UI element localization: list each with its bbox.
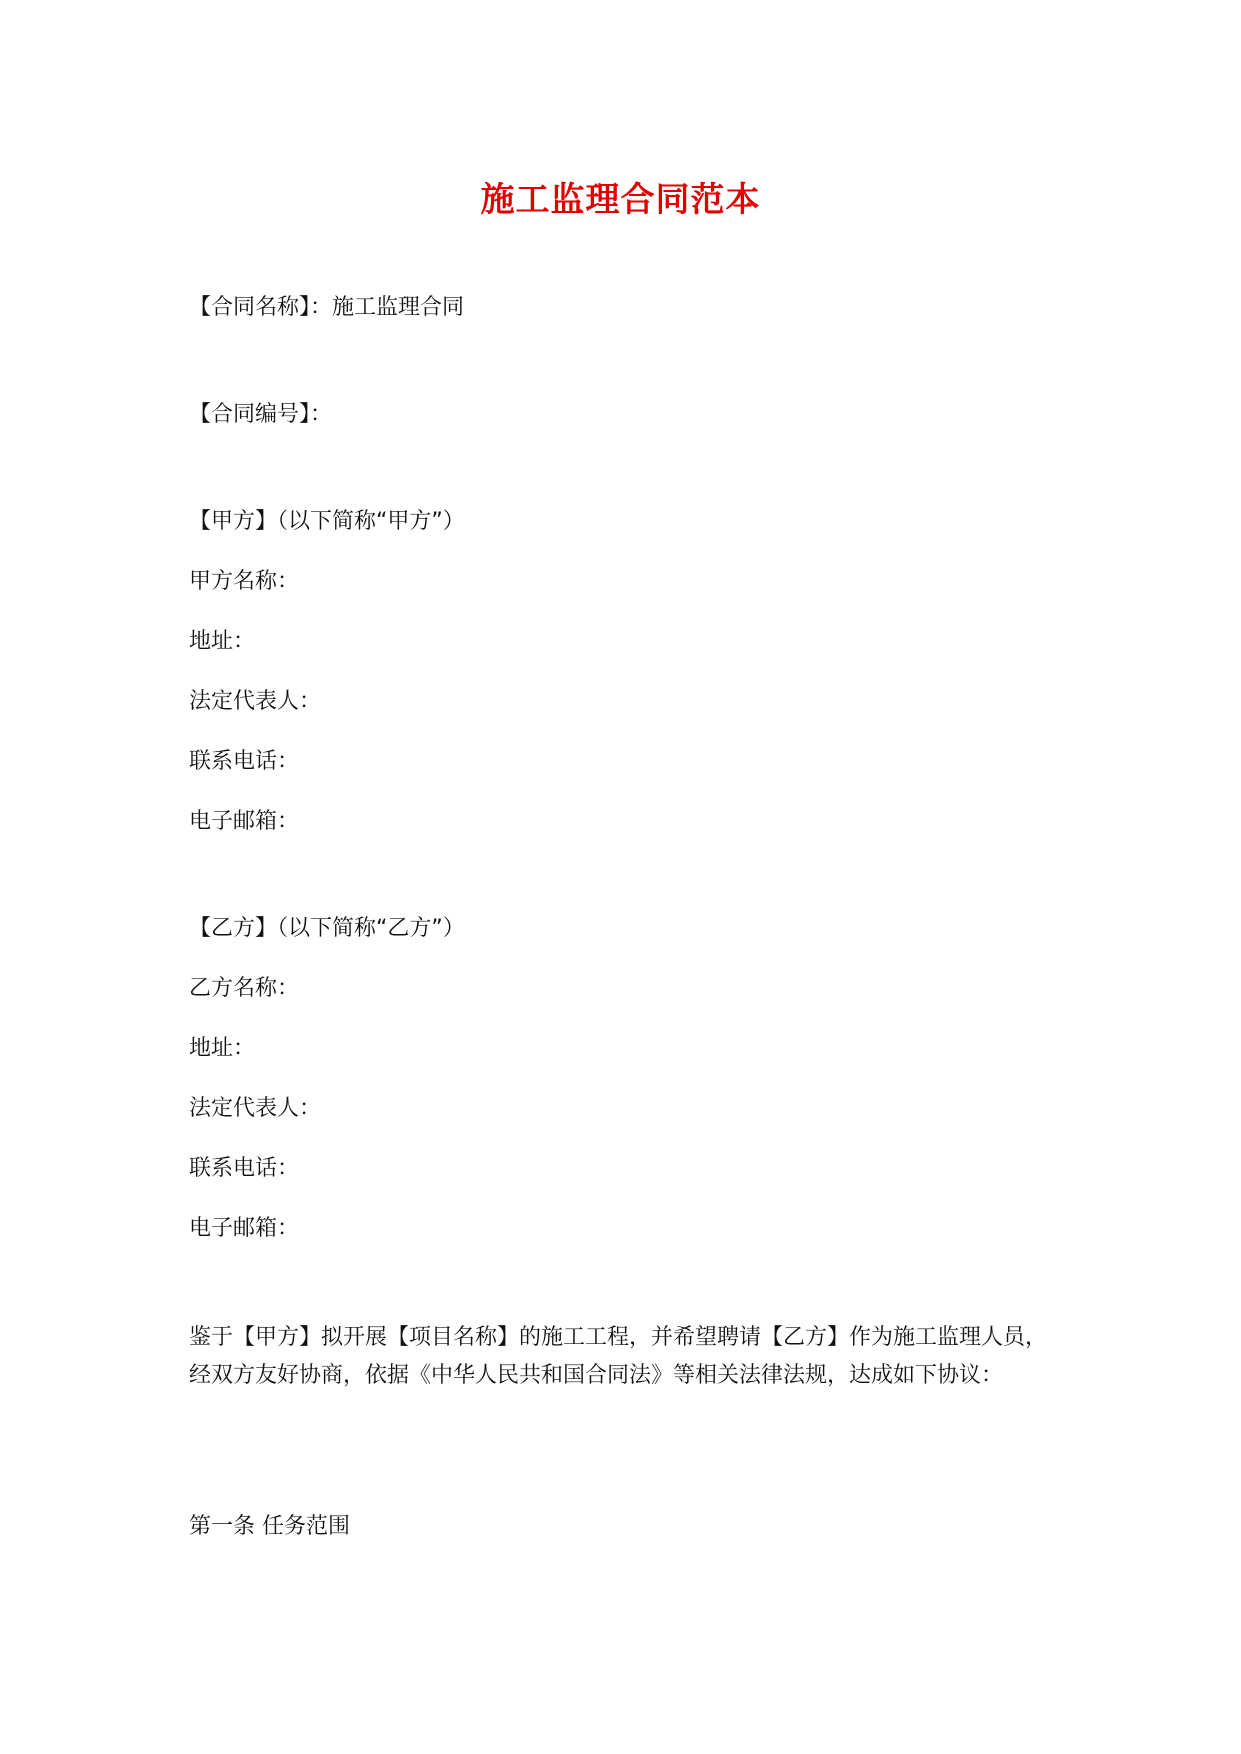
article-1-heading: 第一条 任务范围 [189, 1514, 350, 1539]
party-a-phone: 联系电话： [189, 749, 300, 774]
party-b-header: 【乙方】（以下简称“乙方”） [189, 916, 465, 941]
party-a-address: 地址： [189, 629, 256, 654]
party-b-name: 乙方名称： [189, 976, 300, 1001]
party-b-address: 地址： [189, 1036, 256, 1061]
party-b-email: 电子邮箱： [189, 1216, 300, 1241]
party-b-legal-rep: 法定代表人： [189, 1096, 322, 1121]
party-a-name: 甲方名称： [189, 569, 300, 594]
party-b-phone: 联系电话： [189, 1156, 300, 1181]
contract-name-line: 【合同名称】：施工监理合同 [189, 295, 465, 320]
document-title: 施工监理合同范本 [480, 180, 761, 220]
party-a-header: 【甲方】（以下简称“甲方”） [189, 509, 465, 534]
party-a-legal-rep: 法定代表人： [189, 689, 322, 714]
preamble-paragraph: 鉴于【甲方】拟开展【项目名称】的施工工程，并希望聘请【乙方】作为施工监理人员，经双方友好协商，依据《中华人民共和国合同法》等相关法律法规，达成如下协议： [189, 1325, 1048, 1388]
contract-number-line: 【合同编号】： [189, 402, 333, 427]
party-a-email: 电子邮箱： [189, 809, 300, 834]
